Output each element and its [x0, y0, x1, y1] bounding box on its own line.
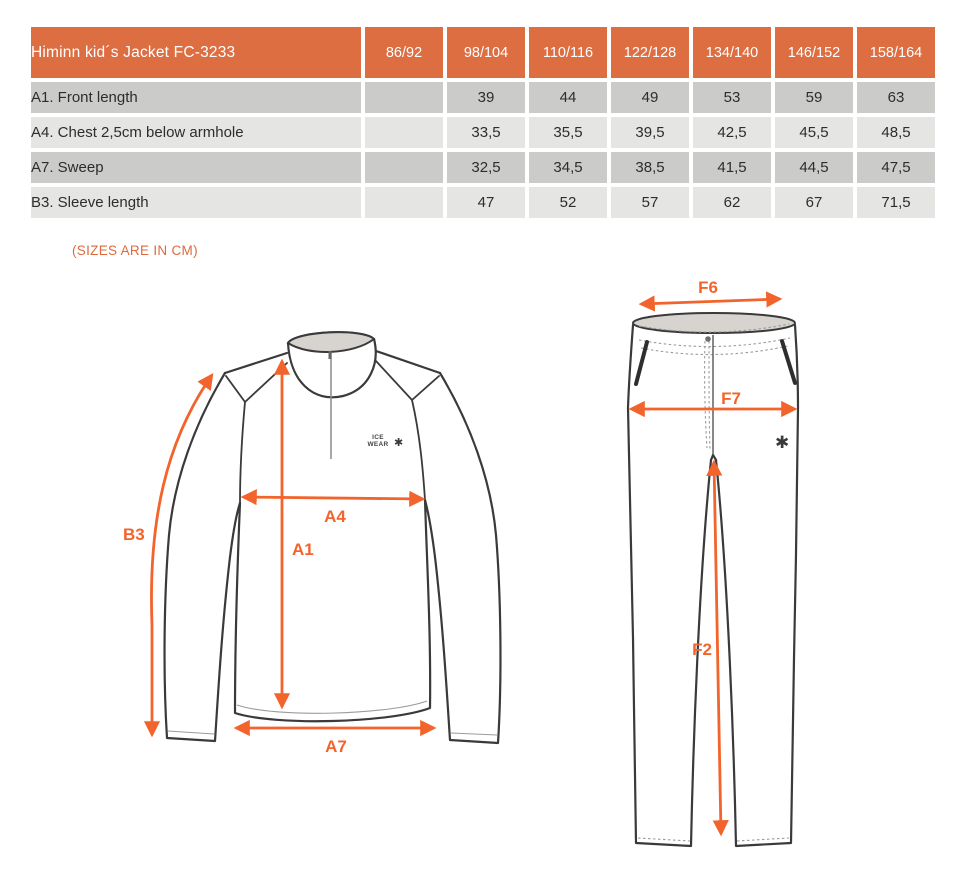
- measurement-label: A1. Front length: [31, 82, 361, 113]
- jacket-left-sleeve: [165, 373, 240, 741]
- measurement-value: 53: [693, 82, 771, 113]
- f7-label: F7: [721, 389, 741, 408]
- measurement-value: 32,5: [447, 152, 525, 183]
- size-column-header: 98/104: [447, 27, 525, 78]
- size-column-header: 134/140: [693, 27, 771, 78]
- measurement-label: A7. Sweep: [31, 152, 361, 183]
- a1-label: A1: [292, 540, 314, 559]
- measurement-value: 71,5: [857, 187, 935, 218]
- jacket-measurement-arrows: [123, 361, 434, 756]
- measurement-value: 59: [775, 82, 853, 113]
- measurement-value: [365, 82, 443, 113]
- size-column-header: 146/152: [775, 27, 853, 78]
- a7-label: A7: [325, 737, 347, 756]
- jacket-right-sleeve: [425, 373, 500, 743]
- table-row: [31, 152, 935, 183]
- jacket-right-shoulder-seam: [376, 361, 439, 400]
- measurement-value: 39: [447, 82, 525, 113]
- measurement-value: 41,5: [693, 152, 771, 183]
- jacket-measurement-diagram: [90, 295, 520, 770]
- table-row: [31, 187, 935, 218]
- b3-label: B3: [123, 525, 145, 544]
- table-header-row: [31, 27, 935, 78]
- measurement-value: 67: [775, 187, 853, 218]
- size-table: [27, 23, 939, 222]
- jacket-drawing: [165, 332, 501, 743]
- svg-text:WEAR: WEAR: [367, 441, 389, 448]
- measurement-value: [365, 187, 443, 218]
- measurement-value: 35,5: [529, 117, 607, 148]
- measurement-value: 47: [447, 187, 525, 218]
- f6-label: F6: [698, 278, 718, 297]
- right-pocket-opening: [782, 341, 795, 383]
- a4-label: A4: [324, 507, 346, 526]
- measurement-value: [365, 152, 443, 183]
- svg-text:ICE: ICE: [372, 434, 384, 441]
- pants-left-leg: [628, 325, 711, 846]
- a4-arrow: [243, 497, 423, 499]
- size-column-header: 110/116: [529, 27, 607, 78]
- measurement-value: 49: [611, 82, 689, 113]
- measurement-value: 34,5: [529, 152, 607, 183]
- size-column-header: 86/92: [365, 27, 443, 78]
- size-column-header: 158/164: [857, 27, 935, 78]
- size-column-header: 122/128: [611, 27, 689, 78]
- measurement-value: 63: [857, 82, 935, 113]
- measurement-value: [365, 117, 443, 148]
- measurement-value: 39,5: [611, 117, 689, 148]
- pants-drawing: [628, 313, 798, 846]
- snowflake-icon: ✱: [775, 433, 790, 453]
- measurement-value: 44,5: [775, 152, 853, 183]
- f2-label: F2: [692, 640, 712, 659]
- measurement-value: 52: [529, 187, 607, 218]
- measurement-value: 62: [693, 187, 771, 218]
- measurement-value: 38,5: [611, 152, 689, 183]
- measurement-value: 47,5: [857, 152, 935, 183]
- snowflake-icon: ✱: [394, 436, 404, 449]
- measurement-label: A4. Chest 2,5cm below armhole: [31, 117, 361, 148]
- table-row: [31, 117, 935, 148]
- f2-arrow: [714, 462, 721, 834]
- measurement-value: 57: [611, 187, 689, 218]
- table-row: [31, 82, 935, 113]
- table-title: Himinn kid´s Jacket FC-3233: [31, 27, 361, 78]
- icewear-logo: [367, 434, 403, 449]
- pants-waist-opening: [633, 313, 795, 333]
- pants-measurement-diagram: [595, 278, 825, 868]
- measurement-value: 33,5: [447, 117, 525, 148]
- jacket-body: [235, 500, 430, 721]
- measurement-value: 48,5: [857, 117, 935, 148]
- waist-button: [705, 336, 711, 342]
- measurement-value: 45,5: [775, 117, 853, 148]
- sizes-unit-note: (SIZES ARE IN CM): [72, 243, 198, 258]
- b3-arrow: [151, 375, 212, 735]
- measurement-label: B3. Sleeve length: [31, 187, 361, 218]
- f6-arrow: [641, 299, 780, 304]
- measurement-value: 42,5: [693, 117, 771, 148]
- measurement-value: 44: [529, 82, 607, 113]
